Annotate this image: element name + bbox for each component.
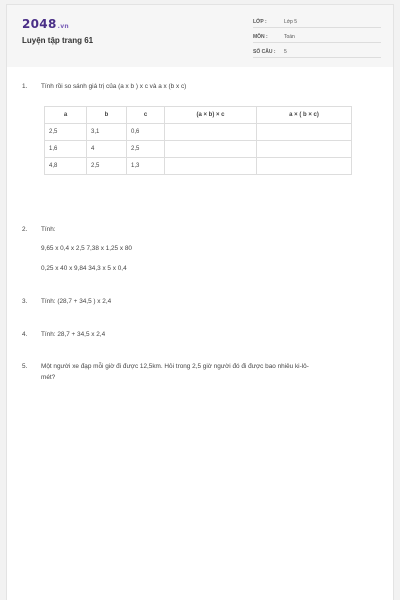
question-text: Tính: (28,7 + 34,5 ) x 2,4: [41, 298, 112, 305]
table-header-cell: a: [45, 107, 87, 124]
table-row: [45, 158, 352, 175]
table-header-cell: b: [87, 107, 127, 124]
logo-text: 2048: [22, 17, 57, 31]
question-text: Tính: 28,7 + 34,5 x 2,4: [41, 331, 106, 338]
table-header-cell: a × ( b × c): [257, 107, 352, 124]
question-text: Tính:: [41, 226, 56, 233]
meta-key: LỚP :: [253, 19, 267, 25]
question-number: 5.: [22, 363, 28, 370]
question-number: 4.: [22, 331, 28, 338]
meta-value: 5: [284, 49, 287, 55]
meta-row-class: [253, 17, 381, 28]
question-text-continued: mét?: [41, 374, 56, 381]
worksheet-page: [6, 4, 394, 600]
table-cell: 1,6: [45, 141, 87, 158]
table-cell: [165, 158, 257, 175]
comparison-table: [44, 106, 352, 175]
table-cell: [257, 124, 352, 141]
meta-value: Lớp 5: [284, 19, 298, 25]
meta-value: Toán: [284, 34, 295, 40]
table-cell: [165, 141, 257, 158]
question-text: Một người xe đạp mỗi giờ đi được 12,5km. Hỏi trong 2,5 giờ người đó đi được bao nhiêu ki-lô-: [41, 363, 309, 370]
question-number: 3.: [22, 298, 28, 305]
table-cell: [165, 124, 257, 141]
table-cell: 4: [87, 141, 127, 158]
meta-row-count: [253, 47, 381, 58]
table-cell: 3,1: [87, 124, 127, 141]
meta-key: MÔN :: [253, 34, 268, 40]
page-title: Luyện tập trang 61: [22, 36, 94, 45]
expression-line: 9,65 x 0,4 x 2,5 7,38 x 1,25 x 80: [41, 245, 132, 252]
meta-key: SỐ CÂU :: [253, 49, 276, 55]
question-number: 2.: [22, 226, 28, 233]
table-row: [45, 124, 352, 141]
table-header-cell: c: [127, 107, 165, 124]
logo[interactable]: [22, 17, 69, 31]
question-number: 1.: [22, 83, 28, 90]
table-cell: 1,3: [127, 158, 165, 175]
expression-line: 0,25 x 40 x 9,84 34,3 x 5 x 0,4: [41, 265, 127, 272]
table-cell: [257, 158, 352, 175]
table-cell: 4,8: [45, 158, 87, 175]
table-cell: 2,5: [45, 124, 87, 141]
logo-suffix: .vn: [57, 23, 69, 30]
table-cell: 2,5: [127, 141, 165, 158]
table-cell: 2,5: [87, 158, 127, 175]
table-row: [45, 141, 352, 158]
question-text: Tính rồi so sánh giá trị của (a x b ) x c và a x (b x c): [41, 83, 187, 90]
table-header-row: [45, 107, 352, 124]
meta-row-subject: [253, 32, 381, 43]
table-header-cell: (a × b) × c: [165, 107, 257, 124]
worksheet-header: [7, 5, 393, 67]
table-cell: 0,6: [127, 124, 165, 141]
table-cell: [257, 141, 352, 158]
